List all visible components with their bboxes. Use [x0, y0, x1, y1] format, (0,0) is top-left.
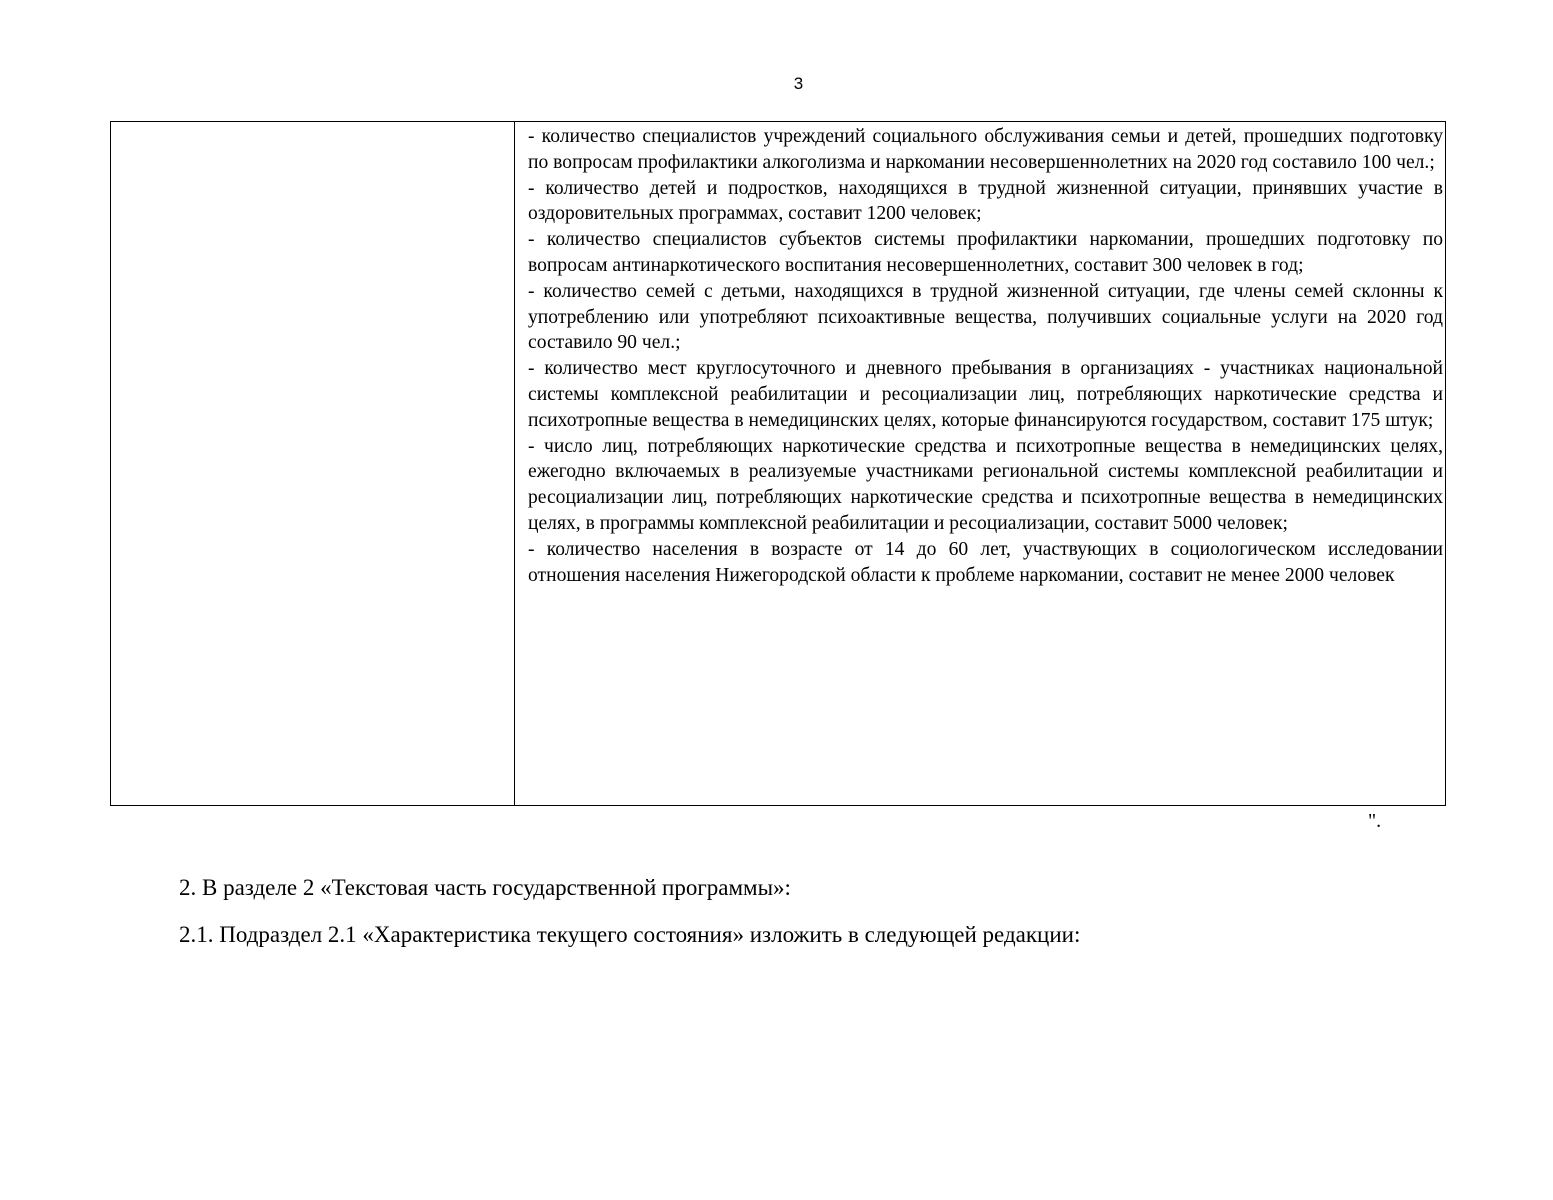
- table-left-cell: [111, 122, 515, 805]
- list-item: - количество мест круглосуточного и дневного пребывания в организациях - участниках национальной системы комплексной реабилитации и ресоциализации лиц, потребляющих наркотические средства и психотропные вещества в немедицинских целях, которые финансируются государством, составит 175 штук;: [528, 358, 1443, 431]
- closing-quote: ".: [1368, 810, 1382, 832]
- page-number: 3: [793, 74, 804, 93]
- list-item: - количество детей и подростков, находящихся в трудной жизненной ситуации, принявших участие в оздоровительных программах, составит 1200 человек;: [528, 177, 1443, 225]
- subsection-2-1-paragraph: 2.1. Подраздел 2.1 «Характеристика текущего состояния» изложить в следующей редакции:: [179, 922, 1081, 947]
- list-item: - количество специалистов субъектов системы профилактики наркомании, прошедших подготовку по вопросам антинаркотического воспитания несовершеннолетних, составит 300 человек в год;: [528, 229, 1443, 276]
- list-item: - количество специалистов учреждений социального обслуживания семьи и детей, прошедших подготовку по вопросам профилактики алкоголизма и наркомании несовершеннолетних на 2020 год составило 100 чел.;: [528, 126, 1443, 173]
- program-table: [110, 121, 1446, 806]
- list-item: - количество населения в возрасте от 14 до 60 лет, участвующих в социологическом исследовании отношения населения Нижегородской области к проблеме наркомании, составит не менее 2000 человек: [528, 538, 1443, 586]
- list-item: - количество семей с детьми, находящихся в трудной жизненной ситуации, где члены семей склонны к употреблению или употребляют психоактивные вещества, получивших социальные услуги на 2020 год составило 90 чел.;: [528, 280, 1443, 354]
- list-item: - число лиц, потребляющих наркотические средства и психотропные вещества в немедицинских целях, ежегодно включаемых в реализуемые участниками региональной системы комплексной реабилитации и ресоциализации лиц, потребляющих наркотические средства и психотропные вещества в немедицинских целях, в программы комплексной реабилитации и ресоциализации, составит 5000 человек;: [528, 435, 1443, 534]
- section-2-paragraph: 2. В разделе 2 «Текстовая часть государственной программы»:: [179, 875, 791, 900]
- table-right-cell: [515, 122, 1445, 805]
